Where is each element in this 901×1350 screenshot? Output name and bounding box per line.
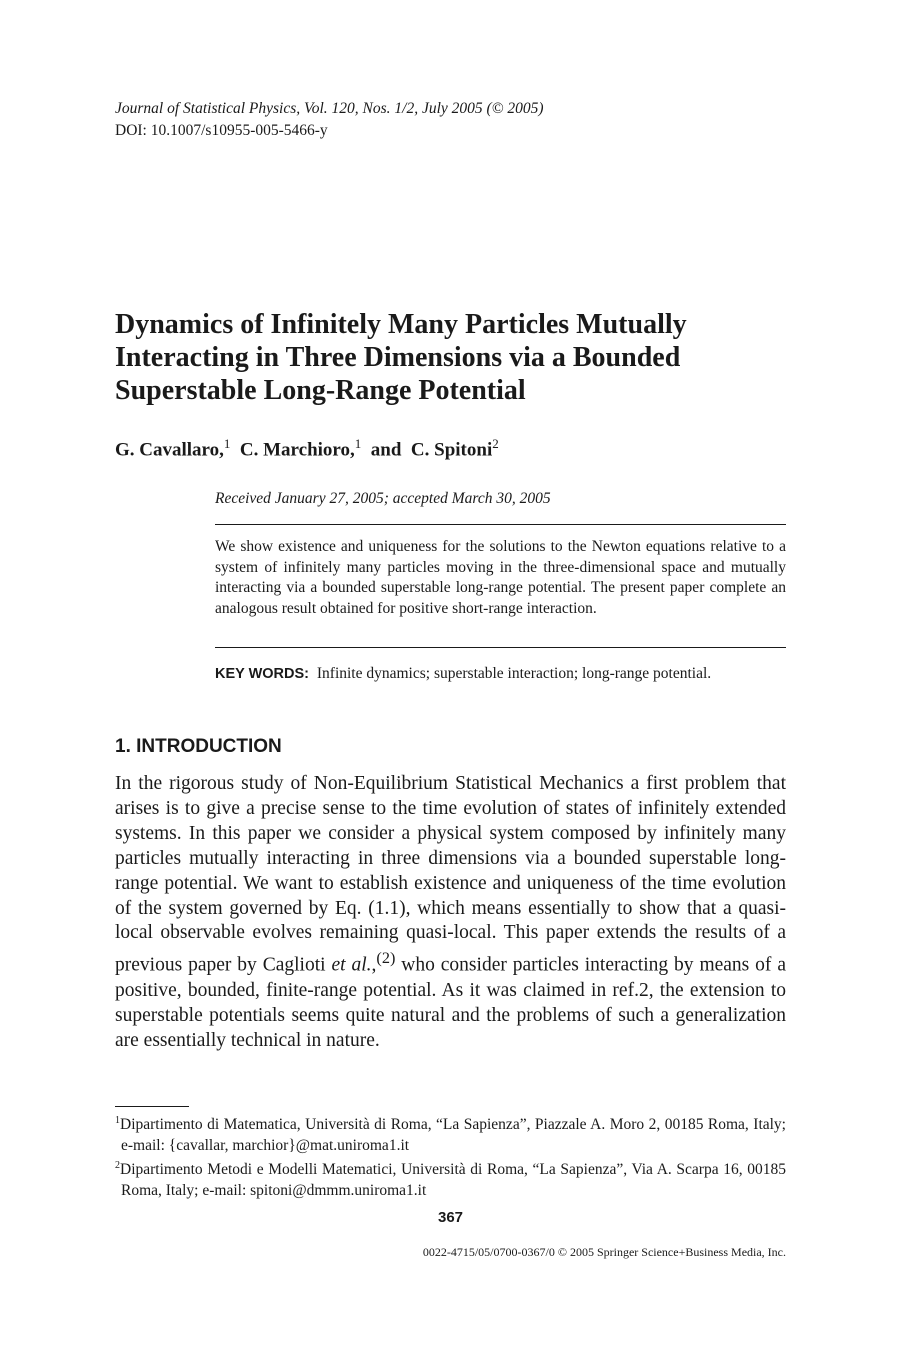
page-number: 367 (437, 1209, 464, 1226)
received-dates: Received January 27, 2005; accepted March 30, 2005 (215, 490, 551, 507)
abstract: We show existence and uniqueness for the solutions to the Newton equations relative to a system of infinitely many particles moving in the three-dimensional space and mutually interacting via a bounded superstable long-range potential. The present paper complete an analogous result obtained for positive short-range interaction. (215, 538, 786, 618)
abstract-top-rule (215, 524, 786, 525)
footnote-mark: 1 (115, 1115, 120, 1126)
affiliation-mark: 1 (354, 436, 362, 451)
keywords (215, 665, 711, 683)
doi: DOI: 10.1007/s10955-005-5466-y (115, 122, 328, 139)
keywords-text: Infinite dynamics; superstable interaction; long-range potential. (316, 665, 712, 682)
footnote-mark: 2 (115, 1160, 120, 1172)
affiliation-mark: 2 (492, 436, 499, 451)
footnote-text: Dipartimento Metodi e Modelli Matematici, Università di Roma, “La Sapienza”, Via A. Scarpa 16, 00185 Roma, Italy; e-mail: spitoni@dmmm.uniroma1.it (120, 1161, 786, 1199)
body-comma: , (371, 954, 377, 976)
author-name: C. Marchioro, (239, 439, 355, 461)
body-text-part1: In the rigorous study of Non-Equilibrium Statistical Mechanics a first problem that arises is to give a precise sense to the time evolution of states of infinitely extended systems. In this paper we consider a physical system composed by infinitely many particles mutually interacting in three dimensions via a bounded superstable long-range potential. We want to establish existence and uniqueness of the time evolution of the system governed by Eq. (1.1), which means essentially to show that a quasi-local observable evolves remaining quasi-local. This paper extends the results of a previous paper by Caglioti (115, 773, 786, 976)
footnote-rule (115, 1106, 189, 1107)
abstract-bottom-rule (215, 647, 786, 648)
footnote (115, 1111, 786, 1156)
footnote (115, 1156, 786, 1201)
author-conjunction: and (370, 439, 402, 461)
keywords-label: KEY WORDS: (215, 666, 309, 682)
author-name: G. Cavallaro, (115, 439, 224, 461)
citation-ref: (2) (376, 949, 396, 968)
section-heading: 1. INTRODUCTION (115, 736, 282, 757)
body-etal: et al. (331, 954, 372, 976)
footnote-text: Dipartimento di Matematica, Università di Roma, “La Sapienza”, Piazzale A. Moro 2, 00185 Roma, Italy; e-mail: {cavallar, marchior}@mat.uniroma1.it (120, 1116, 786, 1154)
copyright-line: 0022-4715/05/0700-0367/0 © 2005 Springer Science+Business Media, Inc. (422, 1245, 786, 1259)
body-paragraph (115, 772, 786, 1053)
section-body (115, 772, 786, 1053)
journal-citation: Journal of Statistical Physics, Vol. 120, Nos. 1/2, July 2005 (© 2005) (115, 100, 544, 117)
author-name: C. Spitoni (410, 439, 493, 461)
footnotes (115, 1111, 786, 1201)
affiliation-mark: 1 (223, 436, 231, 451)
body-text-part2: who consider particles interacting by means of a positive, bounded, finite-range potential. As it was claimed in ref.2, the extension to superstable potentials seems quite natural and the problems of such a generalization are essentially technical in nature. (115, 954, 787, 1051)
author-list (115, 436, 499, 461)
article-title: Dynamics of Infinitely Many Particles Mutually Interacting in Three Dimensions via a Bounded Superstable Long-Range Potential (115, 309, 687, 406)
